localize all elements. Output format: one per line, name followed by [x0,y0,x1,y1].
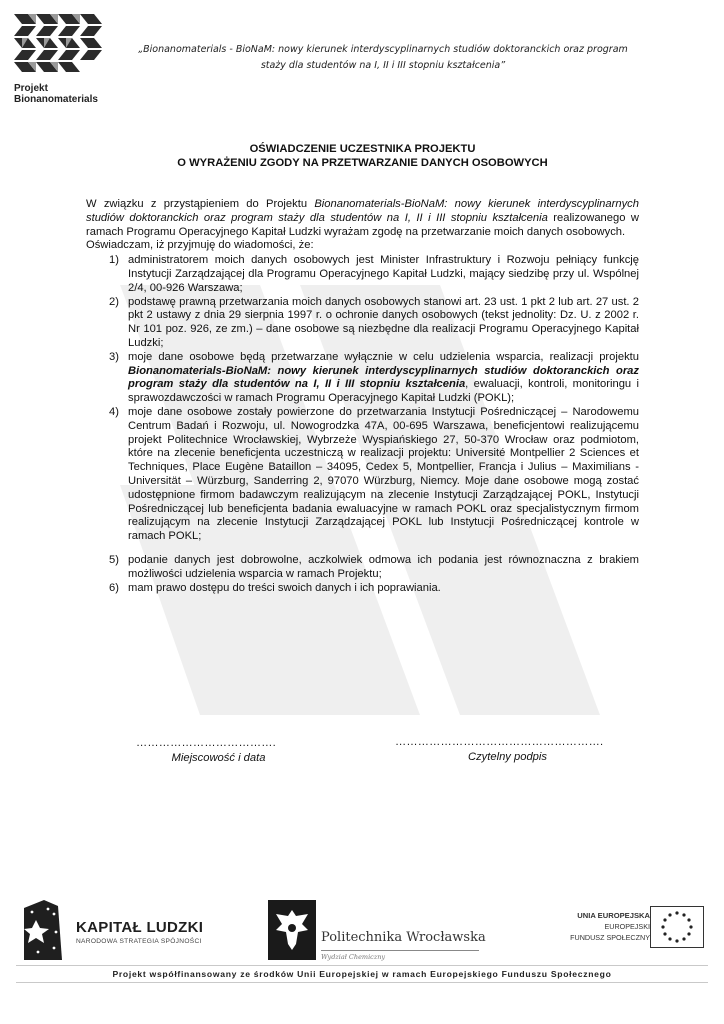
list-item [86,582,639,596]
intro-project-name: Bionanomaterials-BioNaM: nowy kierunek interdyscyplinarnych studiów doktoranckich oraz program staży dla studentów na I, II i III stopniu kształcenia [86,198,639,224]
header-title-line1: „Bionanomaterials - BioNaM: nowy kierunek interdyscyplinarnych studiów doktoranckich oraz program [138,44,628,55]
signature-label: Czytelny podpis [468,751,547,763]
document-title-line1: OŚWIADCZENIE UCZESTNIKA PROJEKTU [249,143,476,155]
list-item-text: podstawę prawną przetwarzania moich danych osobowych stanowi art. 23 ust. 1 pkt 2 lub art. 27 ust. 2 pkt 2 ustawy z dnia 29 sierpnia 1997 r. o ochronie danych osobowych (tekst jednolity: Dz. U. z 2002 r. Nr 101 poz. 926, ze zm.) – dane osobowe są niezbędne dla realizacji Programu Operacyjnego Kapitał Ludzki; [128,295,639,349]
document-title-line2: O WYRAŻENIU ZGODY NA PRZETWARZANIE DANYCH OSOBOWYCH [177,157,548,169]
intro-paragraph [86,198,639,239]
list-item-number: 2) [109,295,119,308]
statement-line: Oświadczam, iż przyjmuję do wiadomości, że: [86,239,314,252]
kapital-ludzki-subtitle: NARODOWA STRATEGIA SPÓJNOŚCI [76,938,202,945]
politechnika-name: Politechnika Wrocławska [321,930,486,945]
list-item-text: moje dane osobowe zostały powierzone do przetwarzania Instytucji Pośredniczącej – Narodowemu Centrum Badań i Rozwoju, ul. Nowogrodzka 47A, 00-695 Warszawa, beneficjentowi realizującemu projekt Politechnice Wrocławskiej, Wybrzeże Wyspiańskiego 27, 50-370 Wrocław oraz podmiotom, które na zlecenie beneficjenta uczestniczą w realizacji projektu: Université Montpellier 2 Sciences et Techniques, Place Eugène Bataillon – 34095, Cedex 5, Montpellier, Francja i Julius – Maximilians - Universität – Würzburg, Sanderring 2, 97070 Würzburg, Niemcy. Moje dane osobowe mogą zostać udostępnione firmom badawczym realizującym na zlecenie Instytucji Zarządzającej POKL, Instytucji Pośredniczącej lub beneficjenta badania ewaluacyjne w ramach POKL oraz specjalistycznym firmom realizującym na zlecenie Instytucji Zarządzającej POKL lub Instytucji Pośredniczącej kontrole w ramach POKL; [128,405,639,543]
eu-logo [530,906,710,954]
list-item-text-start: moje dane osobowe będą przetwarzane wyłącznie w celu udzielenia wsparcia, realizacji projektu [128,350,639,363]
list-item-project-name: Bionanomaterials-BioNaM: nowy kierunek interdyscyplinarnych studiów doktoranckich oraz program staży dla studentów na I, II i III stopniu kształcenia [128,364,639,391]
eagle-emblem-icon [268,900,316,960]
kapital-ludzki-logo [24,900,224,960]
list-item-number: 6) [109,581,119,594]
place-date-label: Miejscowość i data [171,752,266,764]
signature-legible [395,736,620,763]
signature-dotted-line: ………………………………………………. [395,736,604,748]
list-item-number: 4) [109,405,119,418]
list-item-text: podanie danych jest dobrowolne, aczkolwiek odmowa ich podania jest równoznaczna z brakiem możliwości udzielenia wsparcia w ramach Projektu; [128,553,639,580]
eu-flag-icon [650,906,704,948]
header-project-title [118,42,648,74]
kapital-ludzki-title: KAPITAŁ LUDZKI [76,919,204,936]
list-item [86,254,639,295]
intro-end: realizowanego w ramach Programu Operacyjnego Kapitał Ludzki wyrażam zgodę na przetwarzanie moich danych osobowych. [86,211,639,238]
politechnika-divider [321,950,479,951]
list-item [86,351,639,406]
list-item-text: mam prawo dostępu do treści swoich danych i ich poprawiania. [128,581,441,594]
document-title [85,142,640,170]
header-title-line2: staży dla studentów na I, II i III stopniu kształcenia” [260,60,506,71]
list-item-text-end: , ewaluacji, kontroli, monitoringu i sprawozdawczości w ramach Programu Operacyjnego Kapitał Ludzki (POKL); [128,378,639,405]
eu-line2: EUROPEJSKI [604,922,650,931]
list-item-number: 5) [109,553,119,566]
list-item [86,554,639,582]
politechnika-faculty: Wydział Chemiczny [321,953,386,961]
list-item-number: 1) [109,254,119,267]
kapital-ludzki-emblem-icon [24,900,72,960]
project-logo [14,14,106,105]
eu-line3: FUNDUSZ SPOŁECZNY [570,933,650,942]
logo-text-line2: Bionanomaterials [14,94,98,105]
consent-list [86,254,639,595]
signature-place-date [136,737,296,764]
list-item [86,406,639,544]
document-body [86,198,639,595]
logo-text-line1: Projekt [14,83,48,94]
eu-text [570,910,650,943]
list-item-text: administratorem moich danych osobowych jest Minister Infrastruktury i Rozwoju pełniący funkcję Instytucji Zarządzającej dla Programu Operacyjnego Kapitał Ludzki, mający siedzibę przy ul. Wspólnej 2/4, 00-926 Warszawa; [128,254,639,294]
list-item-number: 3) [109,350,119,363]
cofinancing-footer: Projekt współfinansowany ze środków Unii Europejskiej w ramach Europejskiego Funduszu Społecznego [16,965,708,983]
place-date-dotted-line: ………………………………. [136,737,276,749]
bionanomaterials-logo-icon [14,14,102,80]
eu-line1: UNIA EUROPEJSKA [577,911,650,920]
list-item [86,296,639,351]
intro-start: W związku z przystąpieniem do Projektu [86,198,315,210]
politechnika-wroclawska-logo [268,900,493,964]
